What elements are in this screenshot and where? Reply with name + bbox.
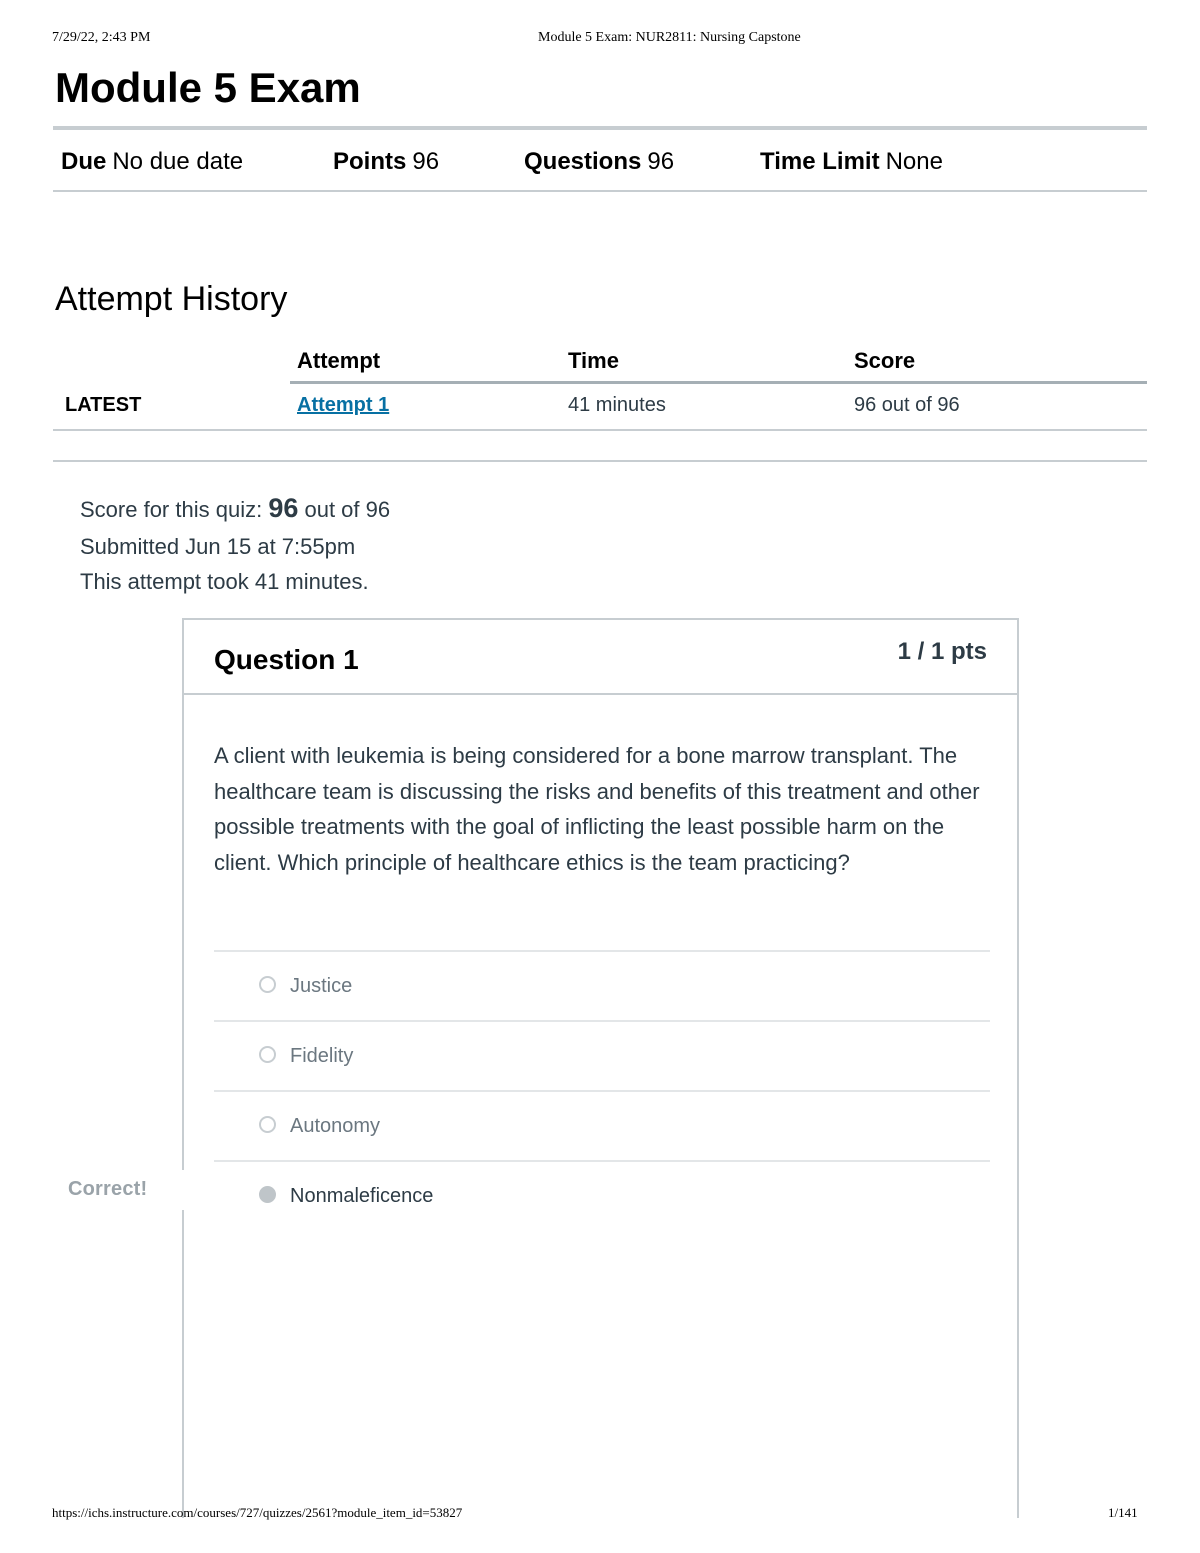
page-title: Module 5 Exam — [55, 64, 361, 111]
questions-value: 96 — [647, 148, 675, 175]
questions-count — [524, 148, 674, 176]
column-header-attempt: Attempt — [297, 348, 381, 373]
column-header-score: Score — [854, 348, 916, 373]
correct-flag-label: Correct! — [68, 1178, 148, 1200]
due-label: Due — [61, 148, 107, 175]
radio-selected-icon[interactable] — [259, 1186, 276, 1203]
answer-option-selected[interactable] — [214, 1160, 990, 1230]
points-label: Points — [333, 148, 407, 175]
column-header-time: Time — [568, 348, 619, 373]
answer-label: Nonmaleficence — [290, 1185, 434, 1207]
answer-option[interactable] — [214, 1090, 990, 1160]
answer-label: Justice — [290, 975, 353, 997]
answer-label: Fidelity — [290, 1045, 354, 1067]
latest-tag: LATEST — [65, 394, 142, 416]
row-divider — [53, 429, 1147, 431]
section-divider — [53, 460, 1147, 462]
question-header — [184, 620, 1017, 695]
radio-icon[interactable] — [259, 976, 276, 993]
attempt-duration: This attempt took 41 minutes. — [80, 569, 369, 594]
question-title: Question 1 — [214, 644, 359, 675]
time-limit-label: Time Limit — [760, 148, 880, 175]
questions-label: Questions — [524, 148, 642, 175]
question-card — [182, 618, 1019, 1518]
time-limit — [760, 148, 943, 176]
correct-answer-flag — [53, 1170, 185, 1210]
print-datetime: 7/29/22, 2:43 PM — [52, 30, 151, 45]
radio-icon[interactable] — [259, 1046, 276, 1063]
answer-label: Autonomy — [290, 1115, 381, 1137]
print-page-number: 1/141 — [1108, 1505, 1138, 1520]
answer-list — [214, 950, 990, 1230]
score-value: 96 — [268, 493, 299, 523]
due-value: No due date — [112, 148, 244, 175]
score-prefix: Score for this quiz: — [80, 497, 269, 522]
score-suffix: out of 96 — [298, 497, 391, 522]
print-url: https://ichs.instructure.com/courses/727/quizzes/2561?module_item_id=53827 — [52, 1505, 463, 1520]
question-text: A client with leukemia is being considered for a bone marrow transplant. The healthcare team is discussing the risks and benefits of this treatment and other possible treatments with the goal of inflicting the least possible harm on the client. Which principle of healthcare ethics is the team practicing? — [214, 743, 980, 875]
attempt-history-title: Attempt History — [55, 280, 288, 318]
due-date — [61, 148, 243, 176]
print-doc-title: Module 5 Exam: NUR2811: Nursing Capstone — [538, 30, 801, 45]
answer-option[interactable] — [214, 950, 990, 1020]
question-points: 1 / 1 pts — [897, 638, 987, 665]
points — [333, 148, 439, 176]
submitted-time: Submitted Jun 15 at 7:55pm — [80, 534, 356, 559]
quiz-meta-bar — [53, 126, 1147, 192]
header-divider — [290, 381, 1147, 384]
answer-option[interactable] — [214, 1020, 990, 1090]
time-limit-value: None — [885, 148, 943, 175]
attempt-score: 96 out of 96 — [854, 394, 960, 416]
attempt-link[interactable]: Attempt 1 — [297, 394, 390, 416]
attempt-time: 41 minutes — [568, 394, 666, 416]
radio-icon[interactable] — [259, 1116, 276, 1133]
points-value: 96 — [412, 148, 440, 175]
quiz-score — [80, 493, 390, 524]
